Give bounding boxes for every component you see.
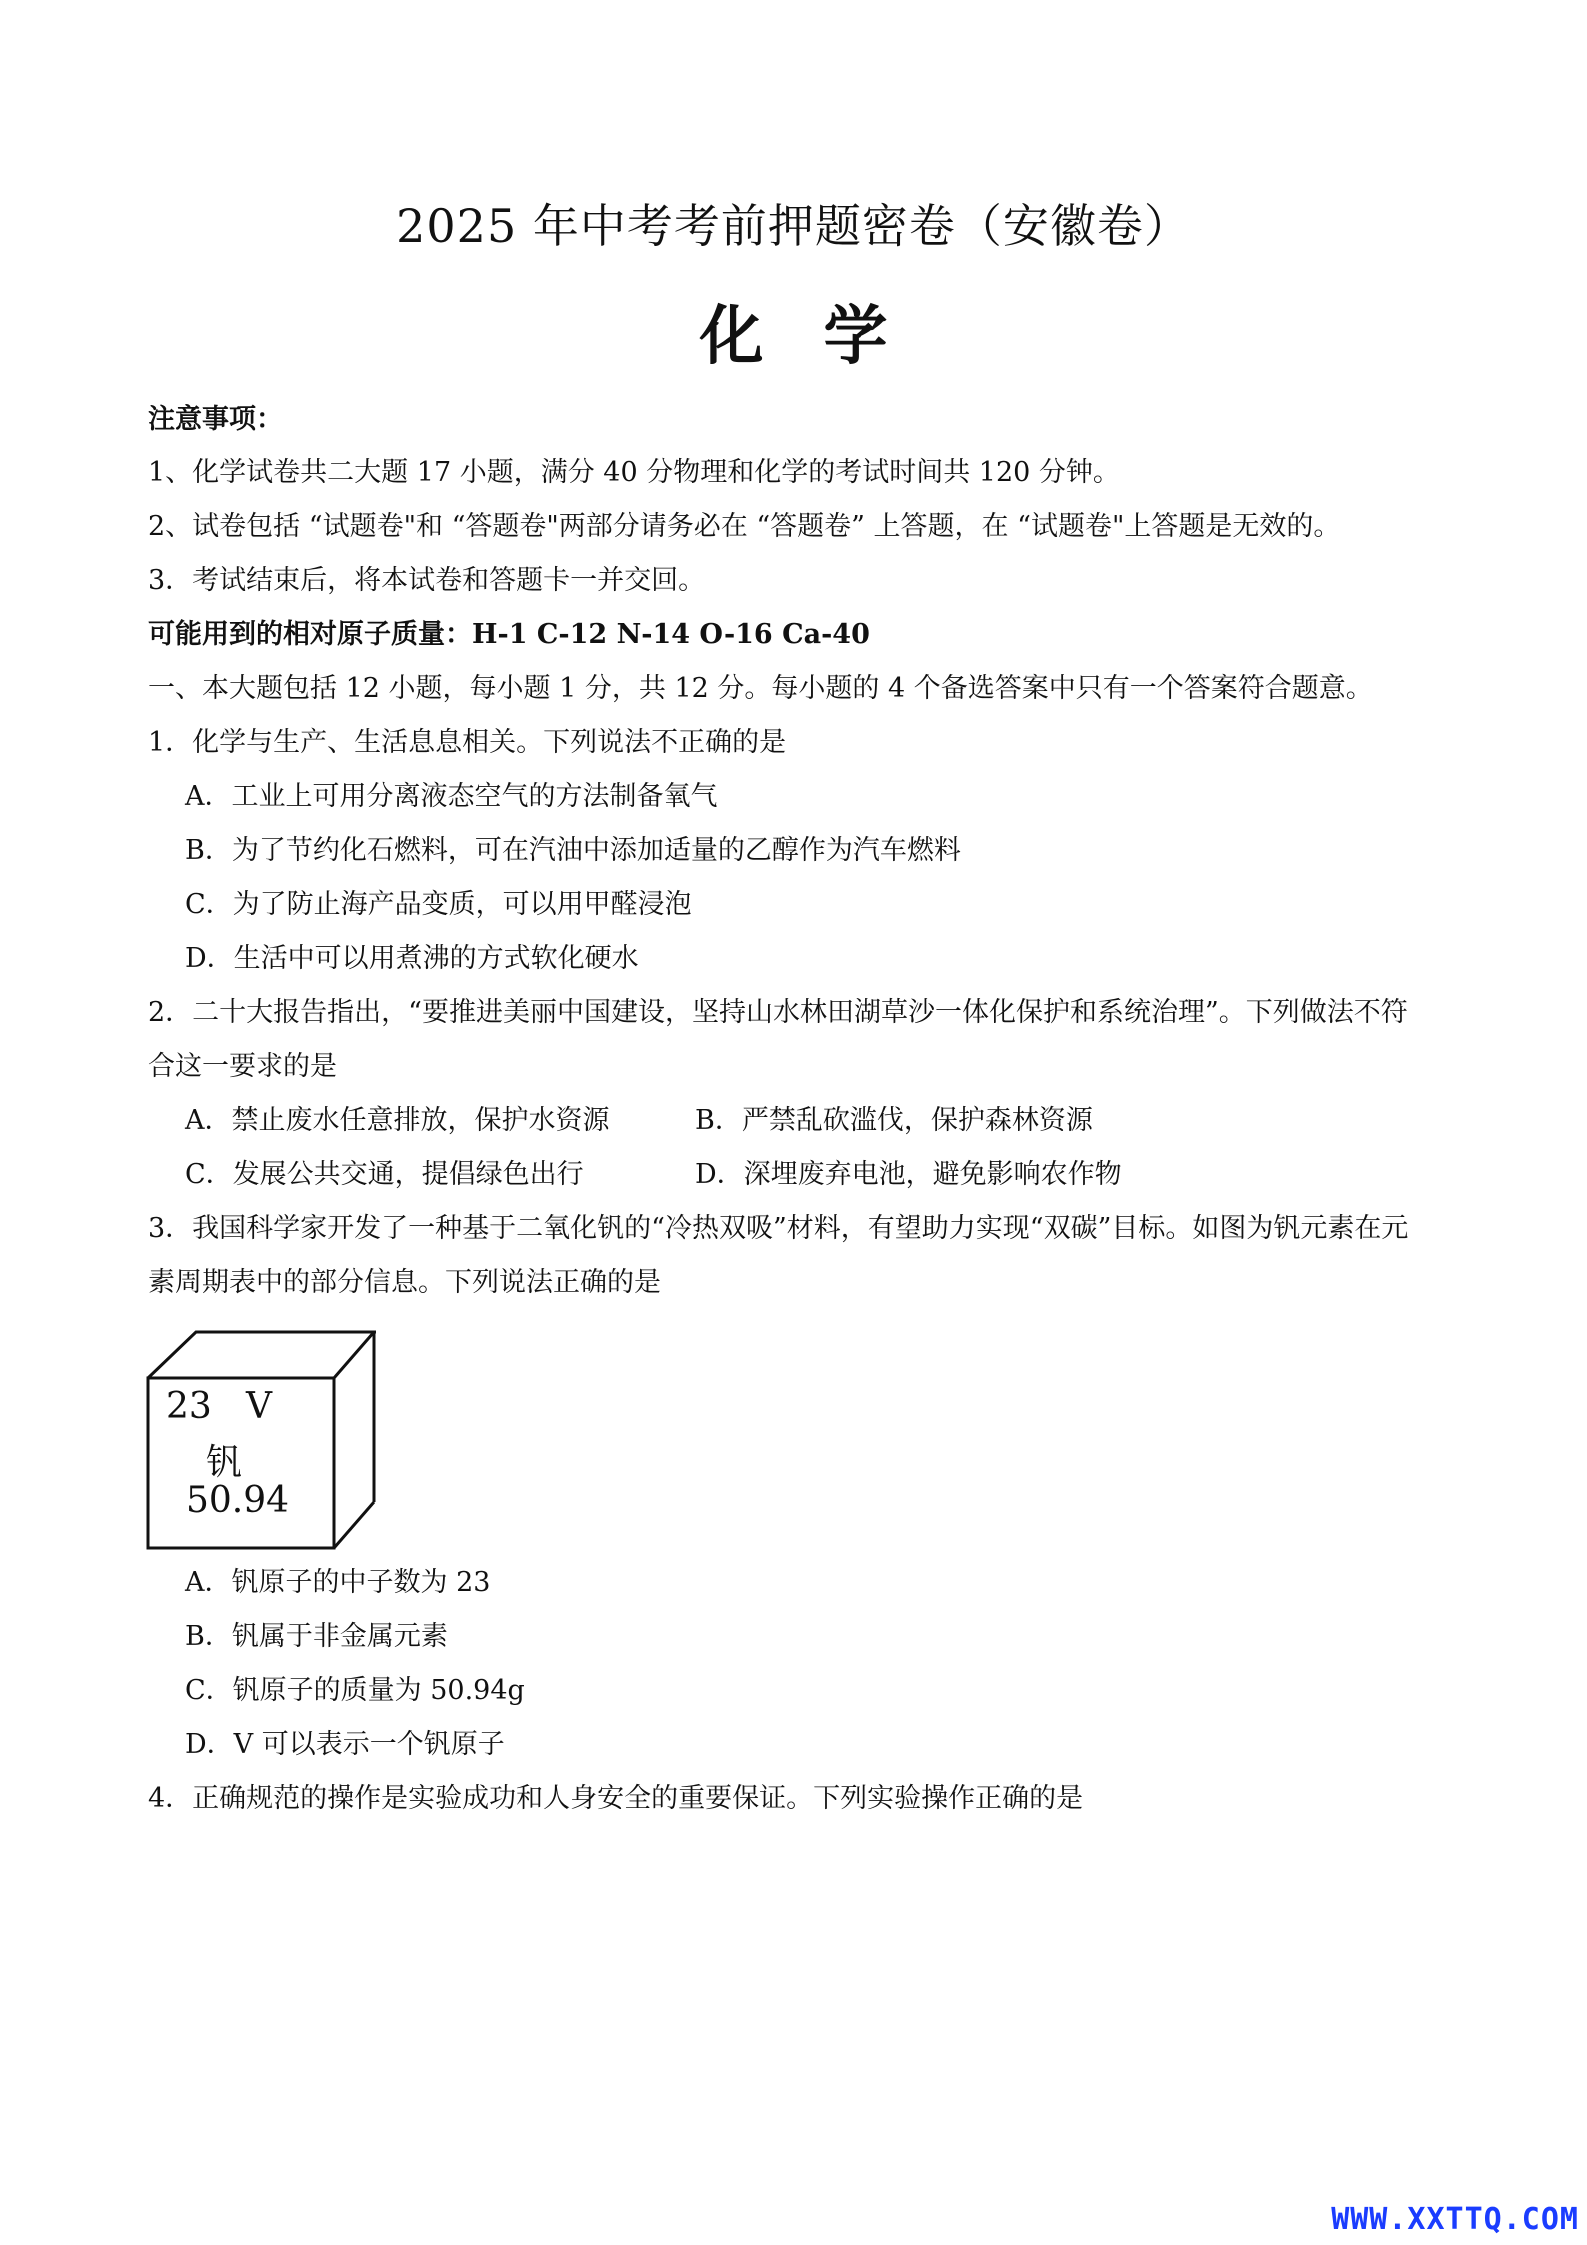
notice-item: 2、试卷包括 “试题卷"和 “答题卷"两部分请务必在 “答题卷” 上答题，在 “试题卷"上答题是无效的。	[148, 511, 1341, 542]
element-atomic-mass: 50.94	[186, 1480, 290, 1521]
question-3-option-a: A．钒原子的中子数为 23	[185, 1567, 491, 1598]
element-name: 钒	[206, 1442, 243, 1483]
section-intro: 一、本大题包括 12 小题，每小题 1 分，共 12 分。每小题的 4 个备选答案中只有一个答案符合题意。	[148, 673, 1373, 704]
subject-title: 化学	[699, 299, 948, 374]
notice-item: 1、化学试卷共二大题 17 小题，满分 40 分物理和化学的考试时间共 120 分钟。	[148, 457, 1120, 488]
notice-heading: 注意事项：	[148, 404, 283, 435]
question-2-option-d: D．深埋废弃电池，避免影响农作物	[695, 1159, 1122, 1190]
element-symbol: V	[246, 1386, 272, 1427]
question-2-stem-cont: 合这一要求的是	[148, 1051, 337, 1082]
question-3-option-d: D．V 可以表示一个钒原子	[185, 1729, 505, 1760]
site-watermark: WWW.XXTTQ.COM	[1331, 2202, 1579, 2237]
question-2-option-b: B．严禁乱砍滥伐，保护森林资源	[695, 1105, 1093, 1136]
question-3-option-b: B．钒属于非金属元素	[185, 1621, 448, 1652]
element-atomic-number: 23	[166, 1386, 212, 1427]
question-3-option-c: C．钒原子的质量为 50.94g	[185, 1675, 525, 1706]
question-2-stem: 2．二十大报告指出，“要推进美丽中国建设，坚持山水林田湖草沙一体化保护和系统治理”。下列做法不符	[148, 997, 1408, 1028]
question-4-stem: 4．正确规范的操作是实验成功和人身安全的重要保证。下列实验操作正确的是	[148, 1783, 1084, 1814]
question-2-option-a: A．禁止废水任意排放，保护水资源	[185, 1105, 610, 1136]
atomic-mass-line: 可能用到的相对原子质量：H-1 C-12 N-14 O-16 Ca-40	[148, 619, 870, 650]
question-3-stem-cont: 素周期表中的部分信息。下列说法正确的是	[148, 1267, 661, 1298]
question-1-stem: 1．化学与生产、生活息息相关。下列说法不正确的是	[148, 727, 787, 758]
question-1-option-c: C．为了防止海产品变质，可以用甲醛浸泡	[185, 889, 692, 920]
question-1-option-a: A．工业上可用分离液态空气的方法制备氧气	[185, 781, 718, 812]
question-1-option-d: D．生活中可以用煮沸的方式软化硬水	[185, 943, 639, 974]
exam-title: 2025 年中考考前押题密卷（安徽卷）	[396, 199, 1191, 253]
question-1-option-b: B．为了节约化石燃料，可在汽油中添加适量的乙醇作为汽车燃料	[185, 835, 961, 866]
question-3-stem: 3．我国科学家开发了一种基于二氧化钒的“冷热双吸”材料，有望助力实现“双碳”目标。如图为钒元素在元	[148, 1213, 1409, 1244]
element-cell-figure	[146, 1330, 376, 1550]
notice-item: 3．考试结束后，将本试卷和答题卡一并交回。	[148, 565, 706, 596]
question-2-option-c: C．发展公共交通，提倡绿色出行	[185, 1159, 584, 1190]
